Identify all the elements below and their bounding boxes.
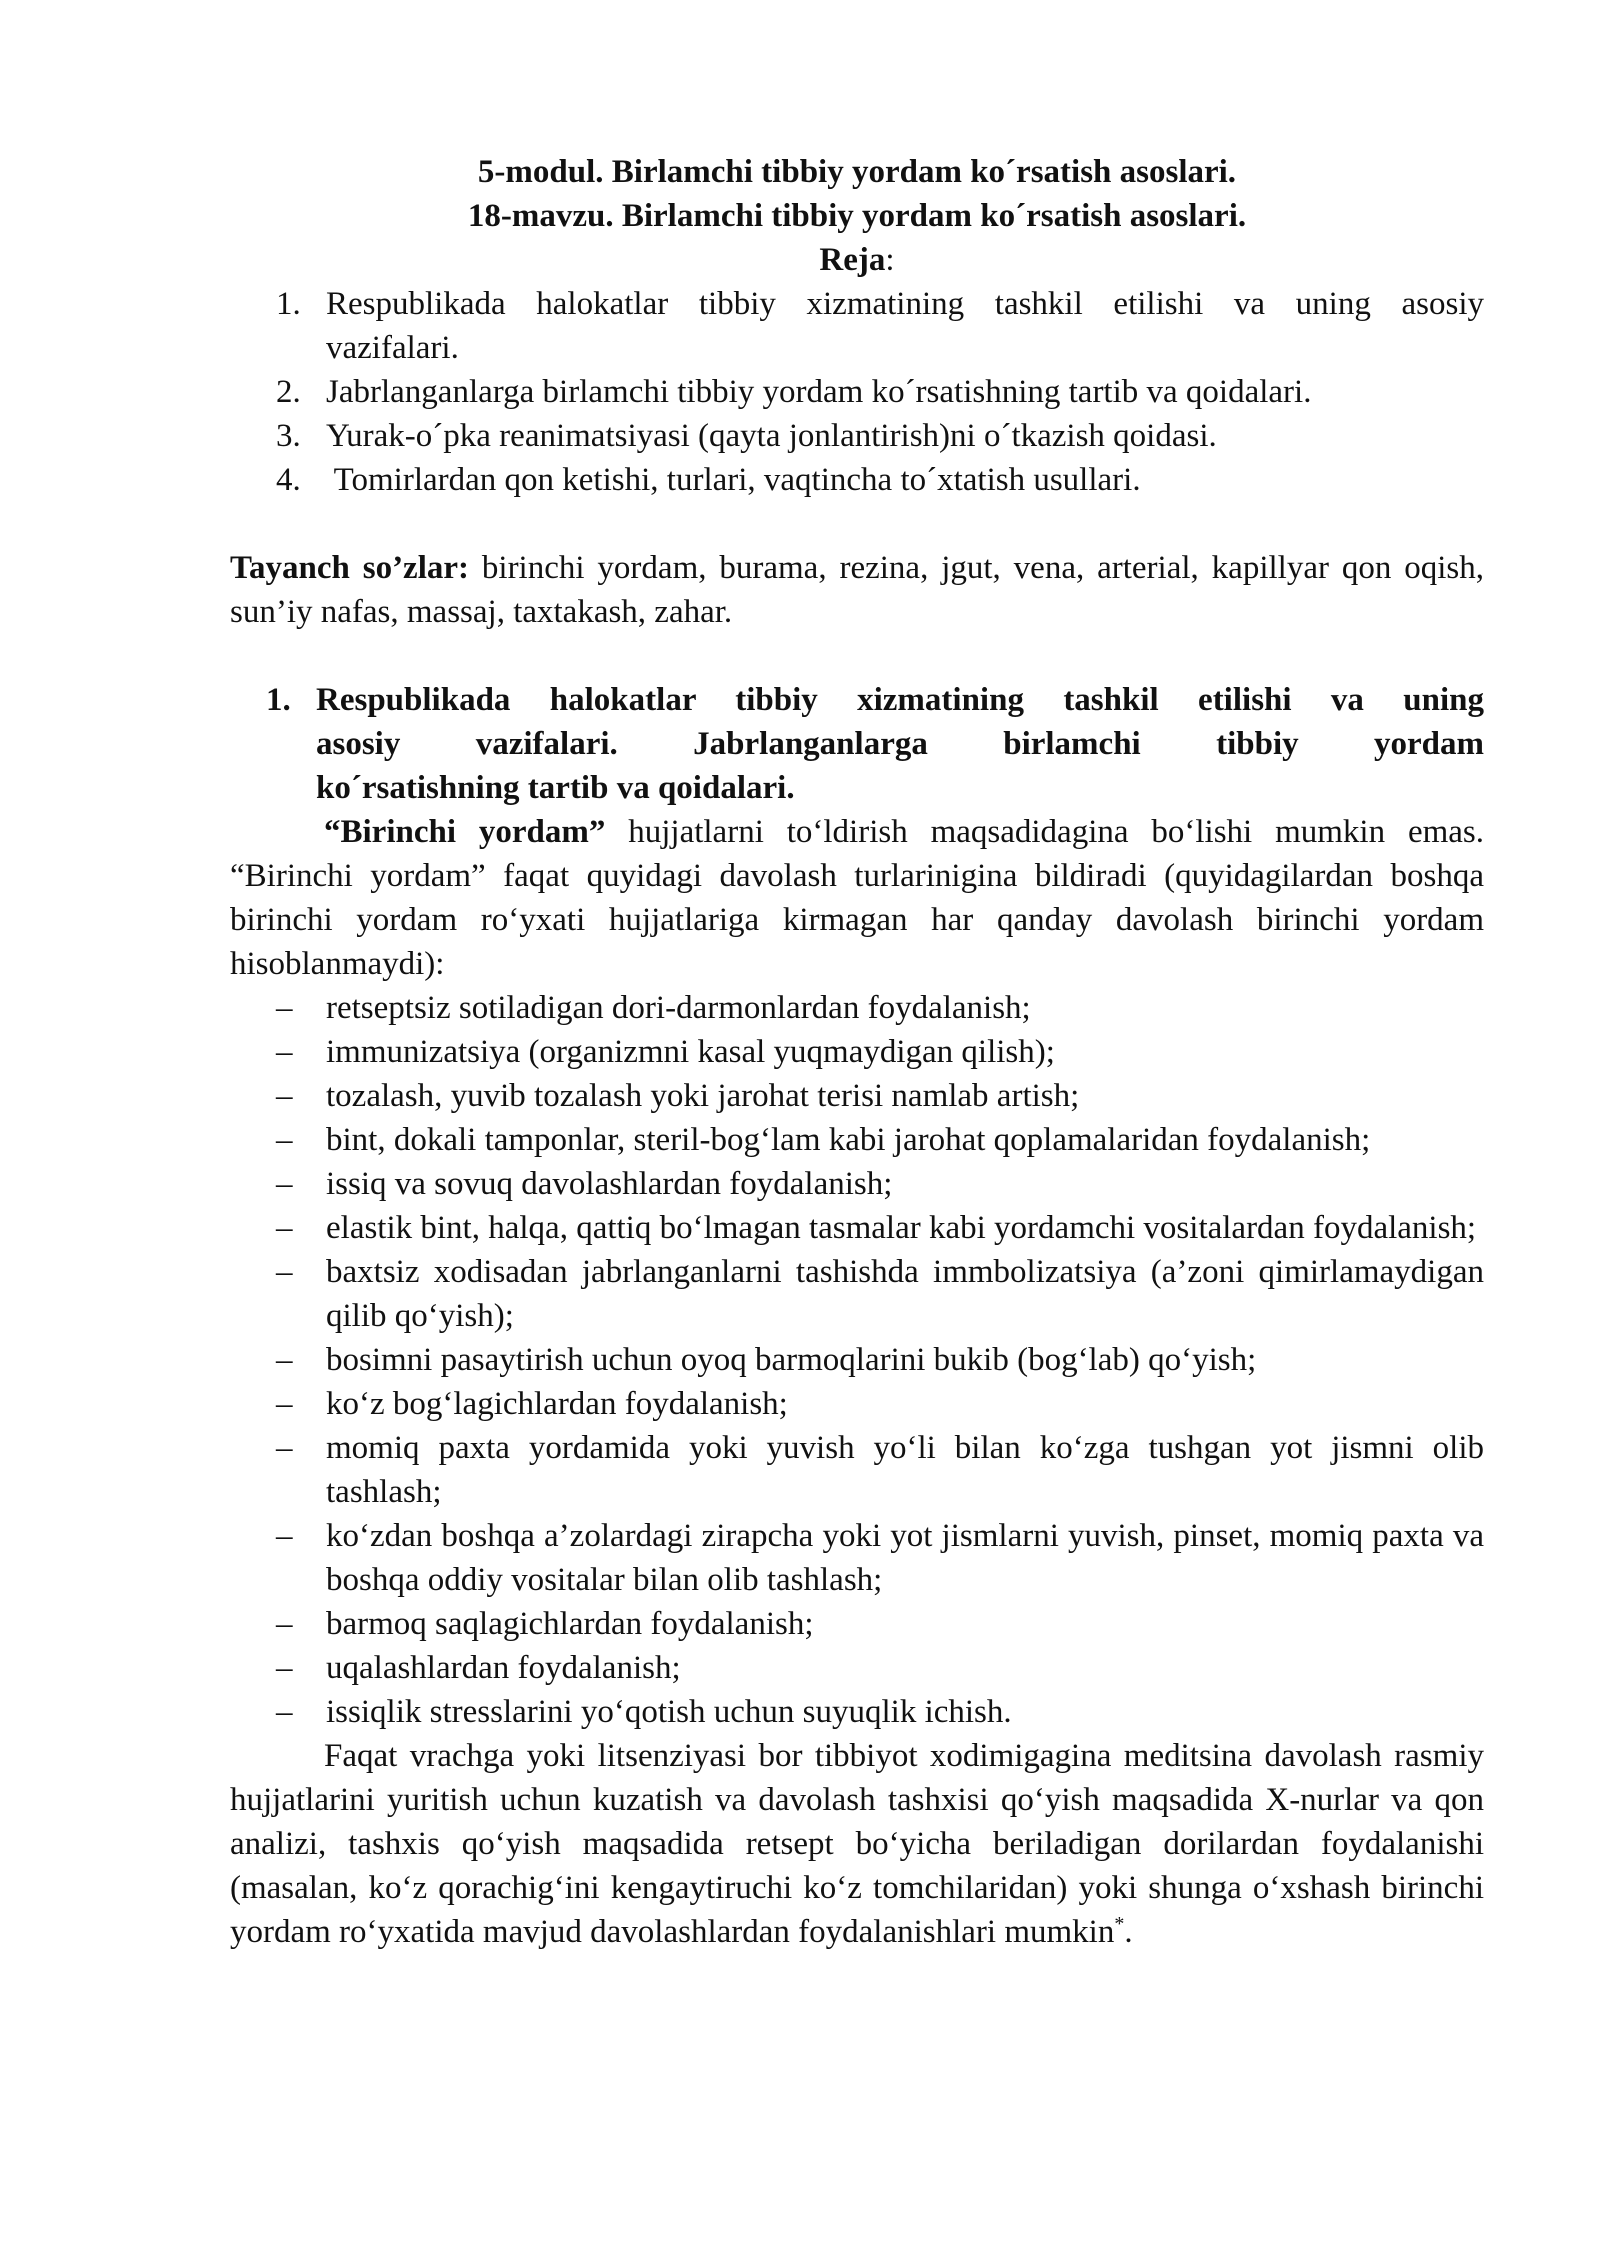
list-item	[230, 1118, 1484, 1162]
plan-list	[230, 282, 1484, 502]
intro-paragraph	[230, 810, 1484, 986]
plan-item-number: 1.	[276, 286, 301, 322]
plan-item-text-continued: vazifalari.	[326, 330, 459, 366]
plan-item	[230, 282, 1484, 370]
section-number: 1.	[266, 682, 291, 718]
footnote-marker: *	[1114, 1913, 1125, 1935]
dash-marker: –	[276, 990, 293, 1026]
list-item-text: barmoq saqlagichlardan foydalanish;	[326, 1606, 814, 1642]
dash-marker: –	[276, 1034, 293, 1070]
list-item	[230, 1162, 1484, 1206]
keywords-label: Tayanch so’zlar:	[230, 550, 470, 586]
list-item-text: ko‘zdan boshqa a’zolardagi zirapcha yoki yot jismlarni yuvish, pinset, momiq paxta va boshqa oddiy vositalar bilan olib tashlash;	[326, 1518, 1484, 1598]
list-item	[230, 986, 1484, 1030]
closing-text: Faqat vrachga yoki litsenziyasi bor tibbiyot xodimigagina meditsina davolash rasmiy hujjatlarini yuritish uchun kuzatish va davolash tashxisi qo‘yish maqsadida X-nurlar va qon analizi, tashxis qo‘yish maqsadida retsept bo‘yicha beriladigan dorilardan foydalanishi (masalan, ko‘z qorachig‘ini kengaytiruchi ko‘z tomchilaridan) yoki shunga o‘xshash birinchi yordam ro‘yxatida mavjud davolashlardan foydalanishlari mumkin	[230, 1738, 1484, 1950]
plan-item-number: 2.	[276, 374, 301, 410]
list-item-text: ko‘z bog‘lagichlardan foydalanish;	[326, 1386, 788, 1422]
topic-title: 18-mavzu. Birlamchi tibbiy yordam ko´rsatish asoslari.	[467, 198, 1247, 234]
section-heading-line: Respublikada halokatlar tibbiy xizmatining tashkil etilishi va uning	[316, 682, 1484, 718]
list-item	[230, 1030, 1484, 1074]
list-item-text: momiq paxta yordamida yoki yuvish yo‘li bilan ko‘zga tushgan yot jismni olib tashlash;	[326, 1430, 1484, 1510]
intro-text: hujjatlarni to‘ldirish maqsadidagina bo‘lishi mumkin emas. “Birinchi yordam” faqat quyidagi davolash turlarinigina bildiradi (quyidagilardan boshqa birinchi yordam ro‘yxati hujjatlariga kirmagan har qanday davolash birinchi yordam hisoblanmaydi):	[230, 814, 1484, 982]
dash-marker: –	[276, 1078, 293, 1114]
dash-marker: –	[276, 1166, 293, 1202]
dash-marker: –	[276, 1254, 293, 1290]
list-item	[230, 1074, 1484, 1118]
dash-marker: –	[276, 1694, 293, 1730]
plan-item-text: Respublikada halokatlar tibbiy xizmatining tashkil etilishi va uning asosiy	[326, 286, 1484, 322]
list-item-text: baxtsiz xodisadan jabrlanganlarni tashishda immbolizatsiya (a’zoni qimirlamaydigan qilib qo‘yish);	[326, 1254, 1484, 1334]
dash-marker: –	[276, 1606, 293, 1642]
intro-term: “Birinchi yordam”	[324, 814, 606, 850]
plan-item-number: 3.	[276, 418, 301, 454]
plan-item	[230, 414, 1484, 458]
plan-item	[230, 370, 1484, 414]
list-item-text: uqalashlardan foydalanish;	[326, 1650, 681, 1686]
closing-paragraph	[230, 1734, 1484, 1954]
list-item-text: issiqlik stresslarini yo‘qotish uchun suyuqlik ichish.	[326, 1694, 1012, 1730]
plan-item-number: 4.	[276, 462, 301, 498]
section-heading-line: ko´rsatishning tartib va qoidalari.	[316, 770, 795, 806]
list-item-text: tozalash, yuvib tozalash yoki jarohat terisi namlab artish;	[326, 1078, 1080, 1114]
list-item-text: issiq va sovuq davolashlardan foydalanish;	[326, 1166, 893, 1202]
list-item	[230, 1690, 1484, 1734]
list-item	[230, 1514, 1484, 1602]
plan-heading	[230, 238, 1484, 282]
first-aid-list	[230, 986, 1484, 1734]
keywords-text: birinchi yordam, burama, rezina, jgut, vena, arterial, kapillyar qon oqish, sun’iy nafas, massaj, taxtakash, zahar.	[230, 550, 1484, 630]
plan-item-text: Yurak-o´pka reanimatsiyasi (qayta jonlantirish)ni o´tkazish qoidasi.	[326, 418, 1217, 454]
dash-marker: –	[276, 1386, 293, 1422]
section-heading	[230, 678, 1484, 810]
list-item	[230, 1382, 1484, 1426]
plan-item-text: Jabrlanganlarga birlamchi tibbiy yordam ko´rsatishning tartib va qoidalari.	[326, 374, 1312, 410]
closing-end: .	[1124, 1914, 1133, 1950]
list-item-text: bosimni pasaytirish uchun oyoq barmoqlarini bukib (bog‘lab) qo‘yish;	[326, 1342, 1257, 1378]
list-item	[230, 1338, 1484, 1382]
list-item	[230, 1206, 1484, 1250]
plan-item	[230, 458, 1484, 502]
module-title: 5-modul. Birlamchi tibbiy yordam ko´rsatish asoslari.	[477, 154, 1237, 190]
plan-item-text: Tomirlardan qon ketishi, turlari, vaqtincha to´xtatish usullari.	[326, 462, 1141, 498]
document-header	[230, 150, 1484, 282]
dash-marker: –	[276, 1650, 293, 1686]
plan-colon: :	[885, 242, 895, 278]
list-item-text: immunizatsiya (organizmni kasal yuqmaydigan qilish);	[326, 1034, 1055, 1070]
list-item-text: elastik bint, halqa, qattiq bo‘lmagan tasmalar kabi yordamchi vositalardan foydalanish;	[326, 1210, 1477, 1246]
dash-marker: –	[276, 1122, 293, 1158]
list-item	[230, 1646, 1484, 1690]
dash-marker: –	[276, 1210, 293, 1246]
list-item	[230, 1602, 1484, 1646]
dash-marker: –	[276, 1430, 293, 1466]
plan-label: Reja	[819, 242, 886, 278]
list-item	[230, 1250, 1484, 1338]
dash-marker: –	[276, 1518, 293, 1554]
dash-marker: –	[276, 1342, 293, 1378]
list-item	[230, 1426, 1484, 1514]
keywords-paragraph	[230, 546, 1484, 634]
list-item-text: retseptsiz sotiladigan dori-darmonlardan foydalanish;	[326, 990, 1031, 1026]
list-item-text: bint, dokali tamponlar, steril-bog‘lam kabi jarohat qoplamalaridan foydalanish;	[326, 1122, 1371, 1158]
section-heading-line: asosiy vazifalari. Jabrlanganlarga birlamchi tibbiy yordam	[316, 726, 1484, 762]
